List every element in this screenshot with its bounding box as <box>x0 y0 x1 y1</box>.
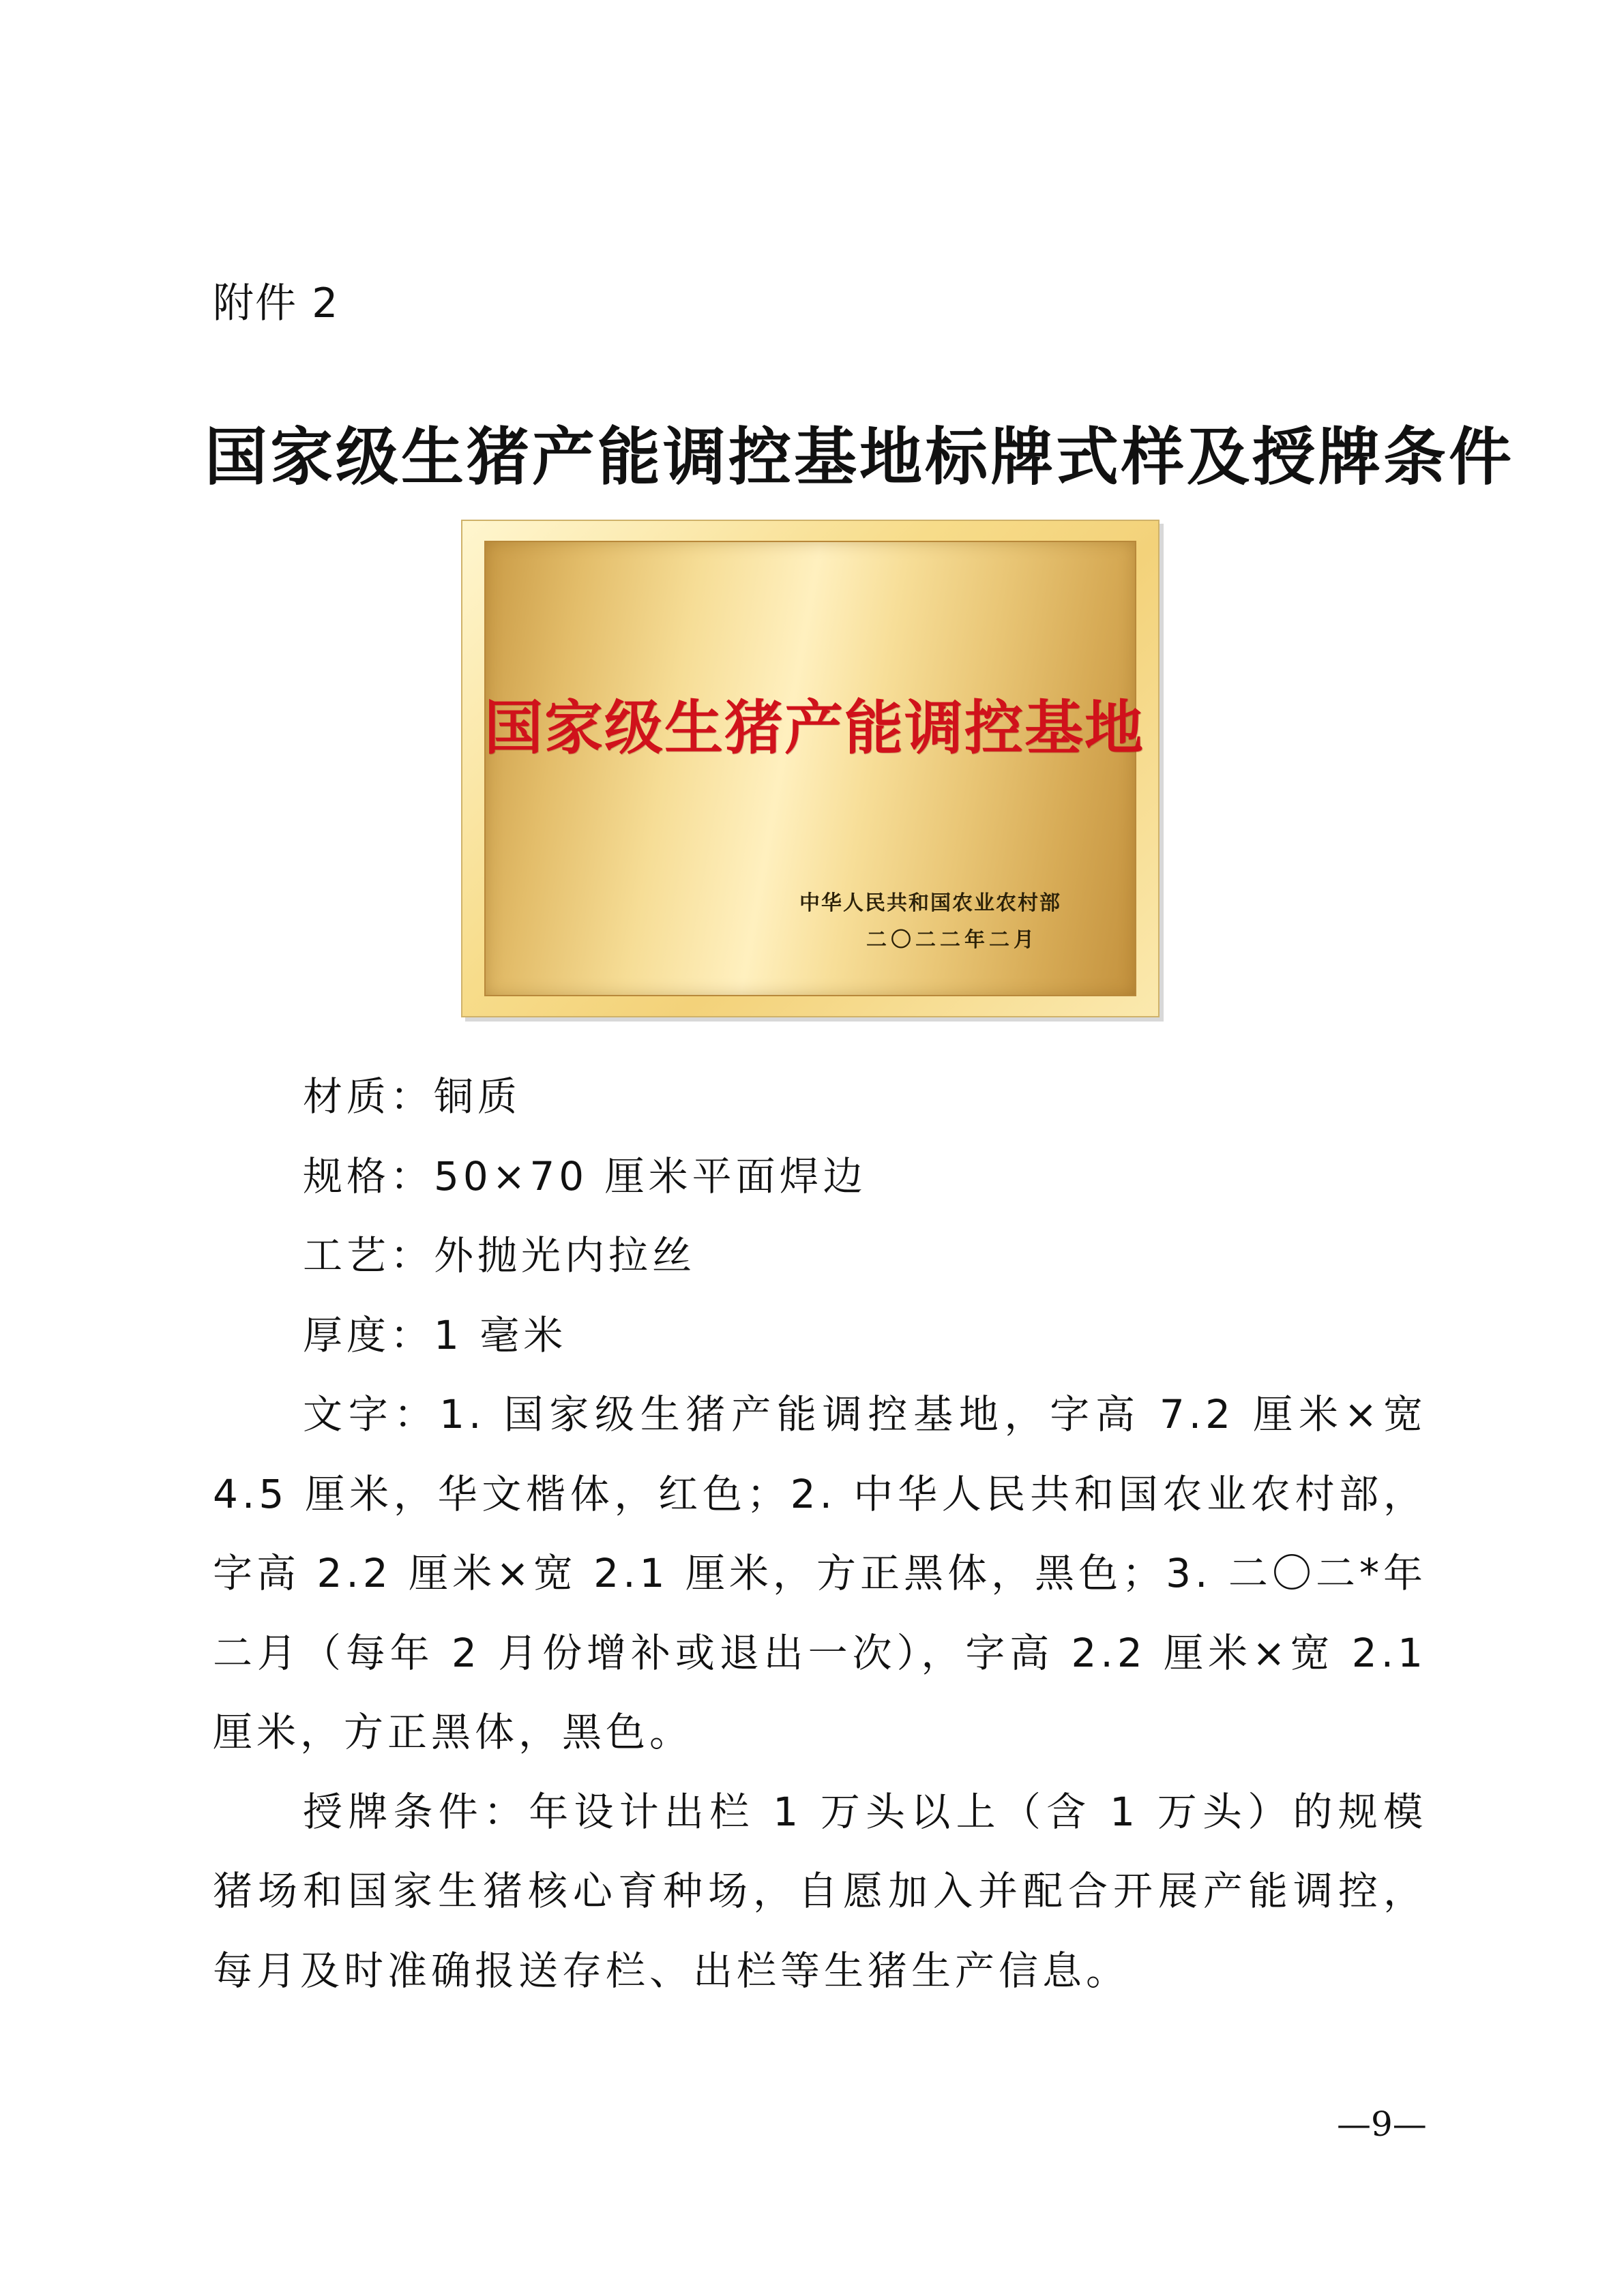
spec-size: 规格：50×70 厘米平面焊边 <box>303 1152 867 1199</box>
spec-thickness: 厚度：1 毫米 <box>303 1311 567 1358</box>
award-conditions: 授牌条件：年设计出栏 1 万头以上（含 1 万头）的规模猪场和国家生猪核心育种场，自愿加入并配合开展产能调控，每月及时准确报送存栏、出栏等生猪生产信息。 <box>213 1788 1427 1994</box>
spec-text: 文字：1. 国家级生猪产能调控基地，字高 7.2 厘米×宽 4.5 厘米，华文楷体，红色；2. 中华人民共和国农业农村部，字高 2.2 厘米×宽 2.1 厘米，方正黑体，黑色；3. 二〇二*年二月（每年 2 月份增补或退出一次），字高 2.2 厘米×宽 2.1 厘米，方正黑体，黑色。 <box>213 1391 1427 1755</box>
spec-material: 材质：铜质 <box>303 1073 522 1120</box>
plaque-title: 国家级生猪产能调控基地 <box>484 694 1145 762</box>
plaque-date: 二〇二二年二月 <box>866 928 1038 952</box>
spec-list <box>213 1057 1427 2010</box>
plaque-image <box>484 541 1145 996</box>
page-number: —9— <box>1337 2104 1427 2144</box>
attachment-label: 附件 2 <box>213 280 340 327</box>
document-title: 国家级生猪产能调控基地标牌式样及授牌条件 <box>205 420 1515 494</box>
spec-craft: 工艺：外抛光内拉丝 <box>303 1232 696 1279</box>
plaque-issuer: 中华人民共和国农业农村部 <box>799 891 1061 915</box>
